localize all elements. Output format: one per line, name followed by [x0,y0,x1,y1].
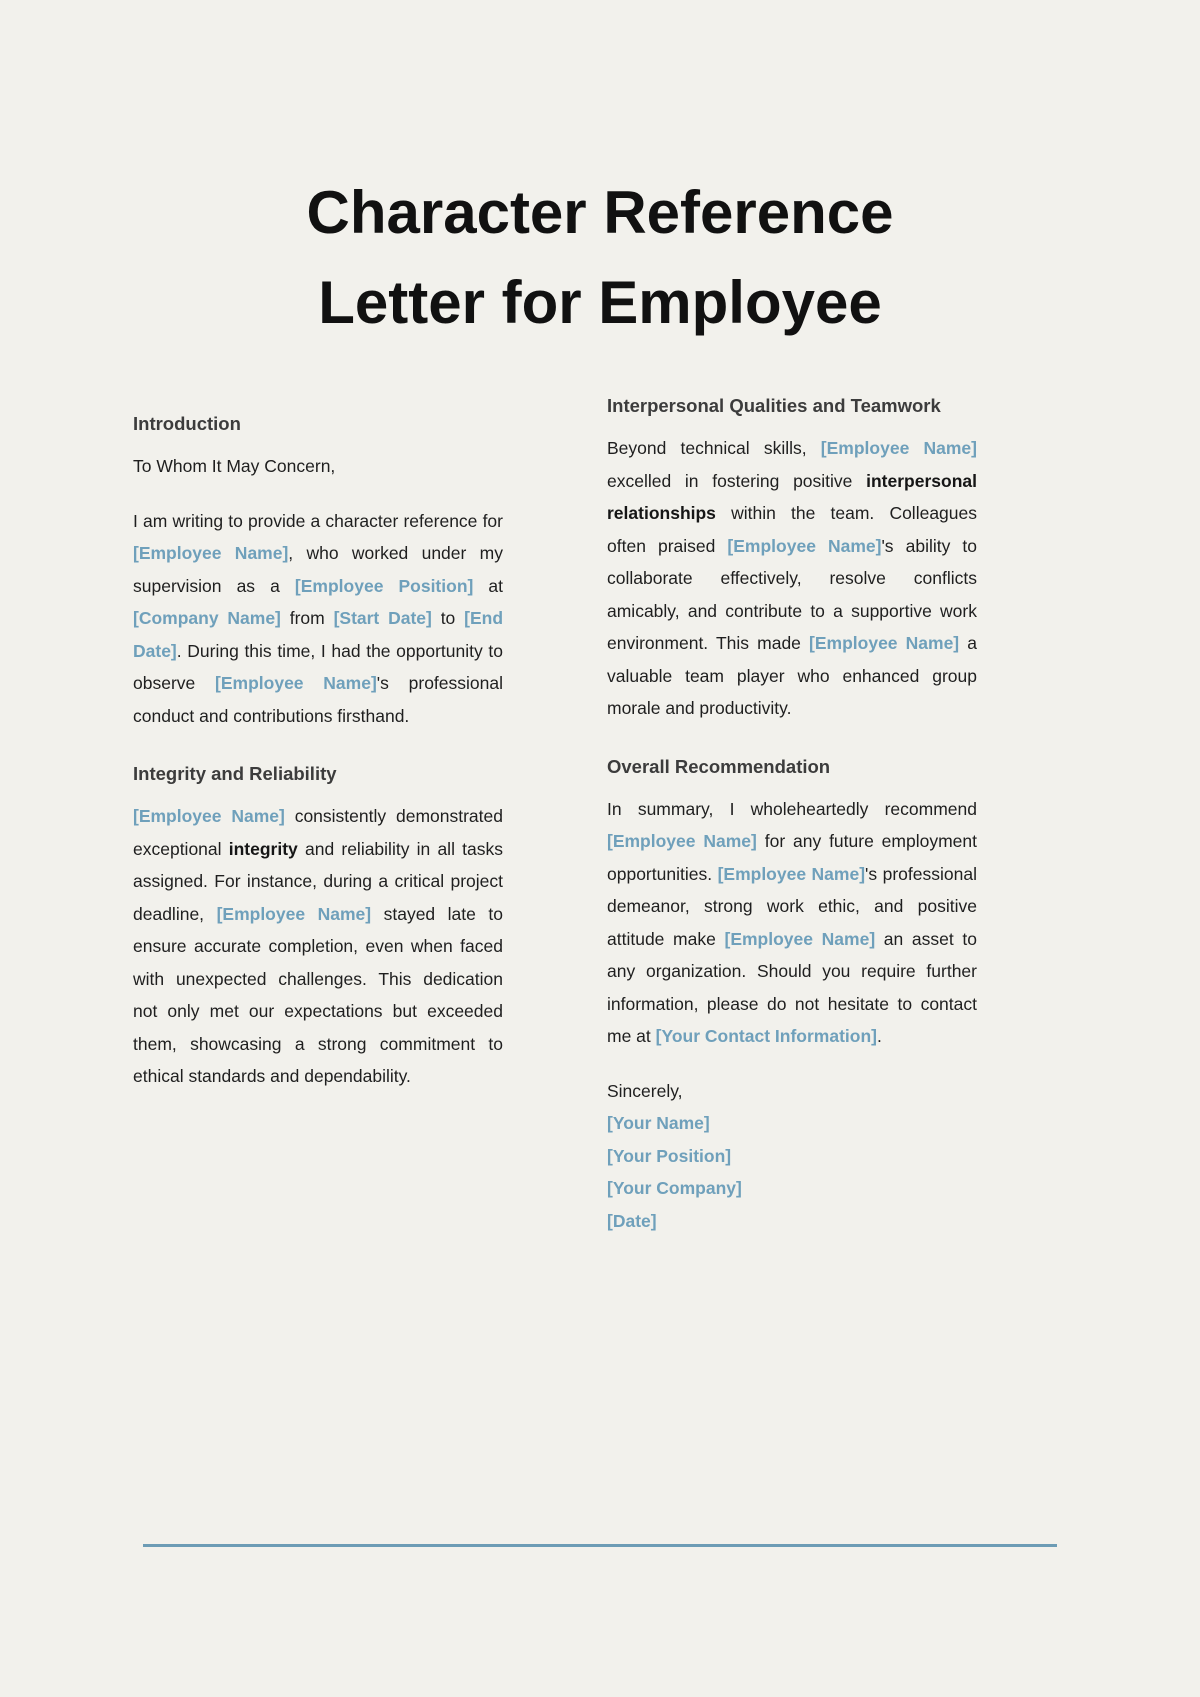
body-text: excelled in fostering positive [607,470,867,491]
placeholder-field: [Your Contact Information] [655,1026,877,1046]
body-text: . [876,1026,882,1046]
footer-divider [143,1544,1057,1547]
paragraph [133,505,503,733]
page-title-line2: Letter for Employee [318,269,882,336]
placeholder-field: [Your Position] [607,1145,732,1166]
signature-block [607,1075,977,1238]
paragraph [607,432,977,725]
letter-body [133,394,977,1237]
section-heading: Interpersonal Qualities and Teamwork [607,395,941,416]
section-heading: Introduction [133,413,241,434]
body-text: consistently demonstrated exceptional [133,806,503,859]
placeholder-field: [Employee Name] [809,633,960,653]
paragraph [133,800,503,1093]
placeholder-field: [Employee Name] [215,673,377,693]
body-text: To Whom It May Concern, [133,456,336,476]
emphasis-text: interpersonal relationships [607,470,977,523]
section-heading: Integrity and Reliability [133,763,337,784]
body-text: Beyond technical skills, [607,438,821,458]
body-text: a valuable team player who enhanced group morale and productivity. [607,633,977,718]
placeholder-field: [Date] [607,1210,657,1231]
placeholder-field: [Employee Name] [607,831,757,851]
body-text: 's professional conduct and contributions firsthand. [133,673,503,726]
body-text: Sincerely, [607,1080,683,1101]
body-text: 's professional demeanor, strong work ethic, and positive attitude make [607,863,977,949]
body-text: , who worked under my supervision as a [133,543,503,596]
placeholder-field: [Company Name] [133,608,281,628]
placeholder-field: [Employee Name] [727,535,882,556]
placeholder-field: [Your Name] [607,1113,710,1133]
body-text: from [280,608,334,628]
body-text: within the team. Colleagues often praised [607,503,977,556]
placeholder-field: [Employee Name] [216,903,372,924]
placeholder-field: [Employee Position] [294,575,474,596]
right-column [607,394,977,1237]
body-text: an asset to any organization. Should you require further information, please do not hesitate to contact me at [607,928,977,1046]
body-text: for any future employment opportunities. [607,831,978,884]
placeholder-field: [Your Company] [607,1178,742,1198]
placeholder-field: [Employee Name] [133,806,285,826]
body-text: 's ability to collaborate effectively, resolve conflicts amicably, and contribute to a supportive work environment. This made [607,535,977,653]
body-text: to [431,608,465,628]
body-text: stayed late to ensure accurate completion, even when faced with unexpected challenges. This dedication not only met our expectations but exceeded them, showcasing a strong commitment to ethical standards and dependability. [133,903,503,1086]
section-heading: Overall Recommendation [607,755,831,777]
page-title [0,168,1200,348]
placeholder-field: [Employee Name] [133,543,289,563]
emphasis-text: integrity [228,838,298,859]
body-text: and reliability in all tasks assigned. For instance, during a critical project deadline, [133,838,503,924]
body-text: . During this time, I had the opportunity to observe [133,640,503,693]
paragraph [607,793,977,1053]
page-title-line1: Character Reference [306,179,894,246]
placeholder-field: [Employee Name] [717,863,866,884]
placeholder-field: [Employee Name] [724,928,876,949]
paragraph [133,450,503,483]
body-text: In summary, I wholeheartedly recommend [607,798,977,819]
body-text: at [473,575,503,596]
placeholder-field: [Employee Name] [820,438,977,458]
left-column [133,394,503,1237]
placeholder-field: [End Date] [133,608,504,661]
placeholder-field: [Start Date] [333,608,432,628]
body-text: I am writing to provide a character reference for [133,510,503,531]
